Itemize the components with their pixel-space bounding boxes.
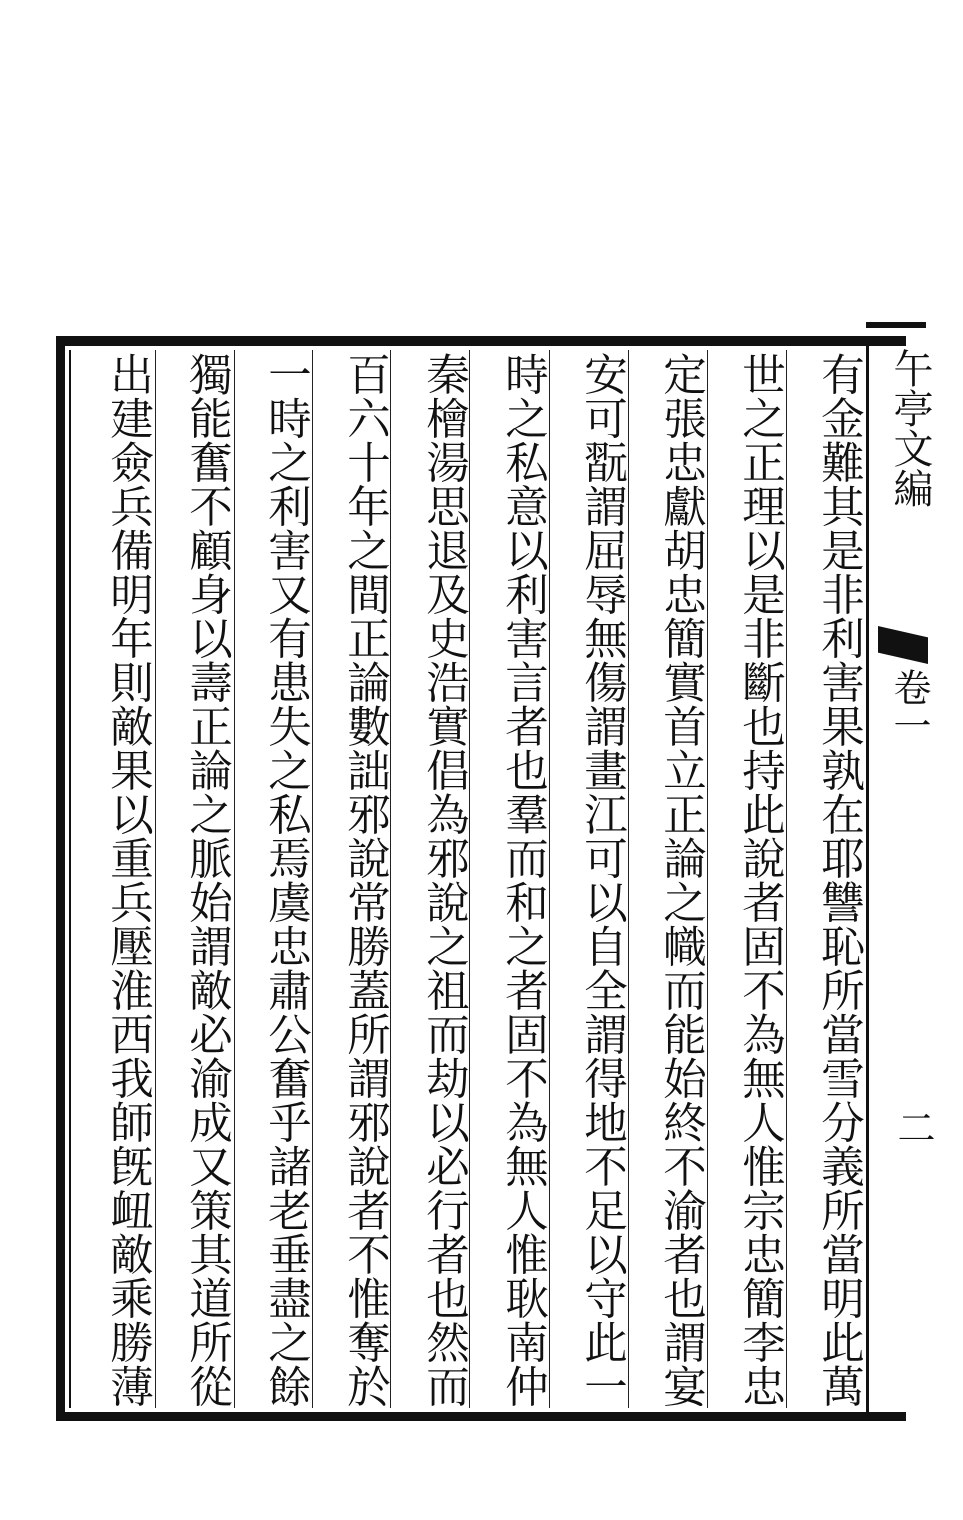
text-column-6: 秦檜湯思退及史浩實倡為邪說之祖而劫以必行者也然而: [419, 352, 469, 1408]
frame-top-rule: [56, 336, 906, 346]
text-column-3: 定張忠獻胡忠簡實首立正論之幟而能始終不渝者也謂宴: [656, 352, 706, 1408]
frame-bottom-rule: [56, 1412, 906, 1421]
frame-left-rule: [56, 336, 65, 1421]
text-column-1: 有金難其是非利害果孰在耶讐恥所當雪分義所當明此萬: [814, 352, 864, 1408]
text-column-10: 出建僉兵備明年則敵果以重兵壓淮西我師旣衄敵乘勝薄: [103, 352, 153, 1408]
text-column-2: 世之正理以是非斷也持此說者固不為無人惟宗忠簡李忠: [735, 352, 785, 1408]
text-column-7: 百六十年之間正論數詘邪說常勝蓋所謂邪說者不惟奪於: [340, 352, 390, 1408]
text-column-9: 獨能奮不顧身以壽正論之脈始謂敵必渝成又策其道所從: [182, 352, 232, 1408]
banxin-title: 午亭文編: [887, 348, 933, 508]
page-number: 二: [891, 1108, 935, 1146]
text-column-8: 一時之利害又有患失之私焉虞忠肅公奮乎諸老垂盡之餘: [261, 352, 311, 1408]
juan-number: 卷一: [887, 668, 931, 744]
banxin-top-rule: [866, 322, 926, 328]
frame-inner-left-rule: [69, 350, 71, 1408]
text-column-4: 安可翫謂屈辱無傷謂畫江可以自全謂得地不足以守此一: [577, 352, 627, 1408]
text-column-5: 時之私意以利害言者也羣而和之者固不為無人惟耿南仲: [498, 352, 548, 1408]
